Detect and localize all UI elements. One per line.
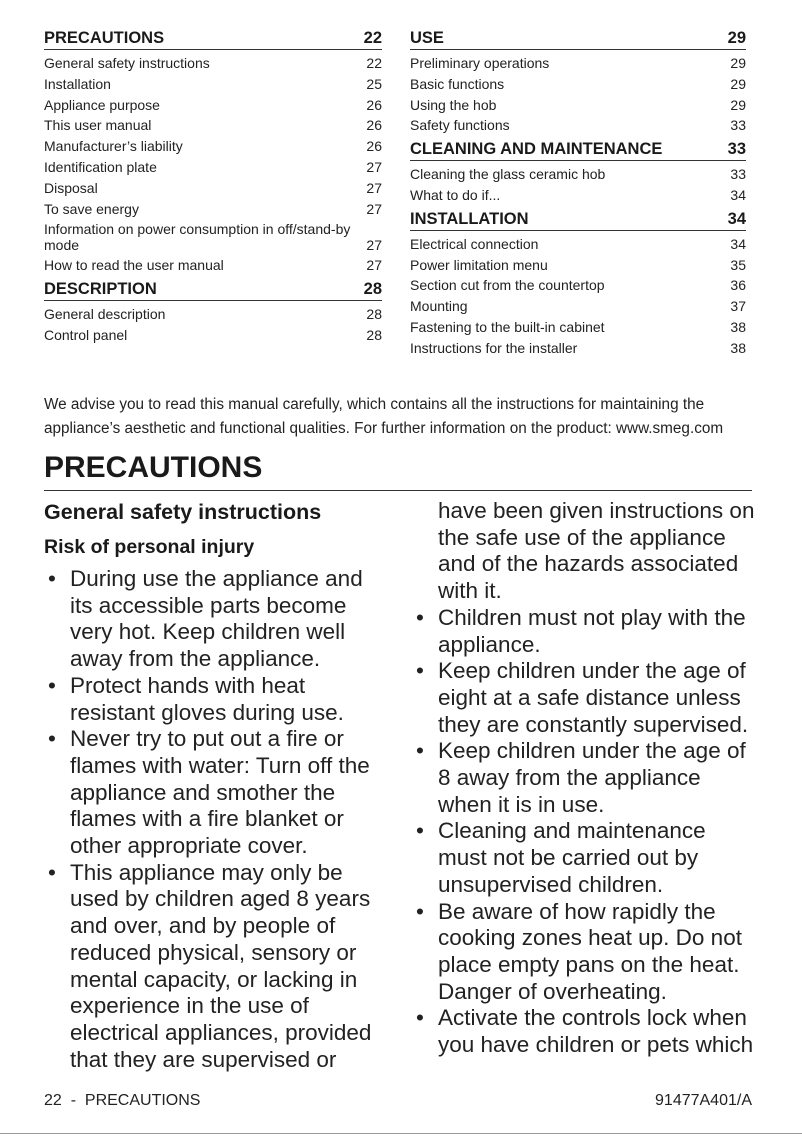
toc-entry-label: Preliminary operations xyxy=(410,55,550,71)
toc-entry-page: 37 xyxy=(730,298,746,315)
section-title: General safety instructions xyxy=(44,500,322,524)
toc-entry-page: 26 xyxy=(366,117,382,134)
toc-entry xyxy=(410,74,746,95)
toc-heading-label: DESCRIPTION xyxy=(44,280,157,299)
toc-entry xyxy=(410,317,746,338)
toc-entry-page: 26 xyxy=(366,96,382,113)
page-title: PRECAUTIONS xyxy=(44,451,263,484)
toc-entry-page: 26 xyxy=(366,138,382,155)
bottom-divider xyxy=(0,1133,802,1134)
toc-left-column xyxy=(44,28,382,346)
toc-entry-page: 38 xyxy=(730,339,746,356)
title-divider xyxy=(44,490,752,491)
toc-entry-label: General safety instructions xyxy=(44,55,210,71)
toc-entry-label: Electrical connection xyxy=(410,235,539,252)
toc-heading-page: 22 xyxy=(363,29,382,47)
toc-entry xyxy=(410,275,746,296)
toc-entry-label: Power limitation menu xyxy=(410,256,548,273)
toc-entry-label: Basic functions xyxy=(410,75,505,92)
toc-entry-page: 27 xyxy=(366,237,382,254)
toc-entry-page: 35 xyxy=(730,256,746,273)
toc-entry-page: 34 xyxy=(730,186,746,203)
toc-entry-label: Safety functions xyxy=(410,117,510,134)
toc-entry xyxy=(410,95,746,116)
subsection-title: Risk of personal injury xyxy=(44,536,255,558)
intro-paragraph: We advise you to read this manual carefully, which contains all the instructions for maintaining the appliance’s aesthetic and functional qualities. For further information on the product: www.smeg.com xyxy=(44,396,724,438)
toc-entry xyxy=(44,136,382,157)
toc-section-heading xyxy=(410,28,746,50)
toc-section-heading xyxy=(410,139,746,161)
toc-entry-page: 28 xyxy=(366,326,382,343)
toc-entry xyxy=(410,338,746,359)
toc-heading-label: USE xyxy=(410,29,444,47)
bullet-item: • Children must not play with the appliance. xyxy=(412,605,757,658)
toc-entry-page: 36 xyxy=(730,277,746,294)
toc-entry xyxy=(410,164,746,185)
toc-entry-label: Control panel xyxy=(44,326,128,343)
toc-entry-page: 29 xyxy=(730,96,746,113)
toc-entry xyxy=(44,325,382,346)
toc-entry xyxy=(44,304,382,325)
toc-section-heading xyxy=(410,209,746,231)
toc-heading-page: 28 xyxy=(363,280,382,299)
toc-entry xyxy=(410,234,746,255)
toc-entry xyxy=(44,178,382,199)
toc-entry-page: 27 xyxy=(366,179,382,196)
bullet-item: • Keep children under the age of 8 away from the appliance when it is in use. xyxy=(412,738,757,818)
toc-entry-label: What to do if... xyxy=(410,186,501,203)
toc-entry-label: Identification plate xyxy=(44,158,157,175)
toc-entry-label: Manufacturer’s liability xyxy=(44,138,183,155)
toc-heading-page: 29 xyxy=(727,29,746,47)
toc-entry-label: Installation xyxy=(44,75,111,92)
toc-entry-label: This user manual xyxy=(44,117,152,134)
toc-entry xyxy=(44,115,382,136)
toc-entry xyxy=(44,199,382,220)
toc-entry xyxy=(44,255,382,276)
toc-entry xyxy=(44,95,382,116)
toc-entry xyxy=(44,74,382,95)
toc-heading-label: PRECAUTIONS xyxy=(44,29,165,47)
toc-entry-label: Using the hob xyxy=(410,96,497,113)
toc-entry-page: 29 xyxy=(730,75,746,92)
body-right-column xyxy=(412,498,757,1059)
toc-entry-label: Information on power consumption in off/stand-by mode xyxy=(44,221,351,254)
toc-entry-label: General description xyxy=(44,306,166,323)
toc-entry-page: 27 xyxy=(366,200,382,217)
bullet-item: • Never try to put out a fire or flames with water: Turn off the appliance and smother the flames with a fire blanket or other appropriate cover. xyxy=(44,726,389,860)
toc-entry-page: 33 xyxy=(730,117,746,134)
toc-heading-label: CLEANING AND MAINTENANCE xyxy=(410,140,663,159)
toc-entry-label: Cleaning the glass ceramic hob xyxy=(410,166,606,183)
toc-entry xyxy=(44,221,382,253)
bullet-item: • Cleaning and maintenance must not be carried out by unsupervised children. xyxy=(412,818,757,898)
toc-entry-label: Appliance purpose xyxy=(44,96,160,113)
toc-entry-page: 27 xyxy=(366,257,382,274)
toc-entry-page: 33 xyxy=(730,166,746,183)
footer-doc-code: 91477A401/A xyxy=(655,1092,752,1109)
toc-entry-label: Mounting xyxy=(410,298,468,315)
footer-page-label: 22 - PRECAUTIONS xyxy=(44,1092,201,1109)
toc-entry xyxy=(44,157,382,178)
toc-entry-page: 28 xyxy=(366,306,382,323)
bullet-continuation: have been given instructions on the safe use of the appliance and of the hazards associated with it. xyxy=(438,498,755,604)
toc-section-heading xyxy=(44,279,382,301)
toc-entry-label: Fastening to the built-in cabinet xyxy=(410,318,605,335)
toc-entry xyxy=(410,53,746,74)
toc-entry xyxy=(44,53,382,74)
bullet-item: • This appliance may only be used by children aged 8 years and over, and by people of reduced physical, sensory or mental capacity, or lacking in experience in the use of electrical appliances, provided that they are supervised or xyxy=(44,860,389,1074)
toc-entry-label: To save energy xyxy=(44,200,139,217)
bullet-item: • Be aware of how rapidly the cooking zones heat up. Do not place empty pans on the heat. Danger of overheating. xyxy=(412,899,757,1006)
toc-entry-page: 38 xyxy=(730,318,746,335)
bullet-item: • Keep children under the age of eight at a safe distance unless they are constantly supervised. xyxy=(412,658,757,738)
bullet-item: • Protect hands with heat resistant gloves during use. xyxy=(44,673,389,726)
toc-entry-page: 22 xyxy=(366,55,382,71)
toc-entry-page: 25 xyxy=(366,75,382,92)
toc-entry-label: Instructions for the installer xyxy=(410,339,578,356)
toc-right-column xyxy=(410,28,746,359)
toc-entry-page: 27 xyxy=(366,158,382,175)
body-left-column xyxy=(44,496,389,1073)
bullet-list-right xyxy=(412,605,757,1059)
toc-heading-label: INSTALLATION xyxy=(410,209,529,228)
toc-entry-label: Section cut from the countertop xyxy=(410,277,605,294)
toc-heading-page: 34 xyxy=(727,209,746,228)
toc-entry-page: 29 xyxy=(730,55,746,71)
toc-entry xyxy=(410,115,746,136)
bullet-item: • During use the appliance and its accessible parts become very hot. Keep children well away from the appliance. xyxy=(44,566,389,673)
toc-section-heading xyxy=(44,28,382,50)
toc-heading-page: 33 xyxy=(727,140,746,159)
toc-entry-label: How to read the user manual xyxy=(44,257,224,274)
toc-entry xyxy=(410,255,746,276)
bullet-list-left xyxy=(44,566,389,1073)
toc-entry xyxy=(410,185,746,206)
toc-entry-label: Disposal xyxy=(44,179,98,196)
toc-entry-page: 34 xyxy=(730,235,746,252)
bullet-item: • Activate the controls lock when you have children or pets which xyxy=(412,1005,757,1058)
page-footer xyxy=(44,1092,752,1110)
toc-entry xyxy=(410,296,746,317)
